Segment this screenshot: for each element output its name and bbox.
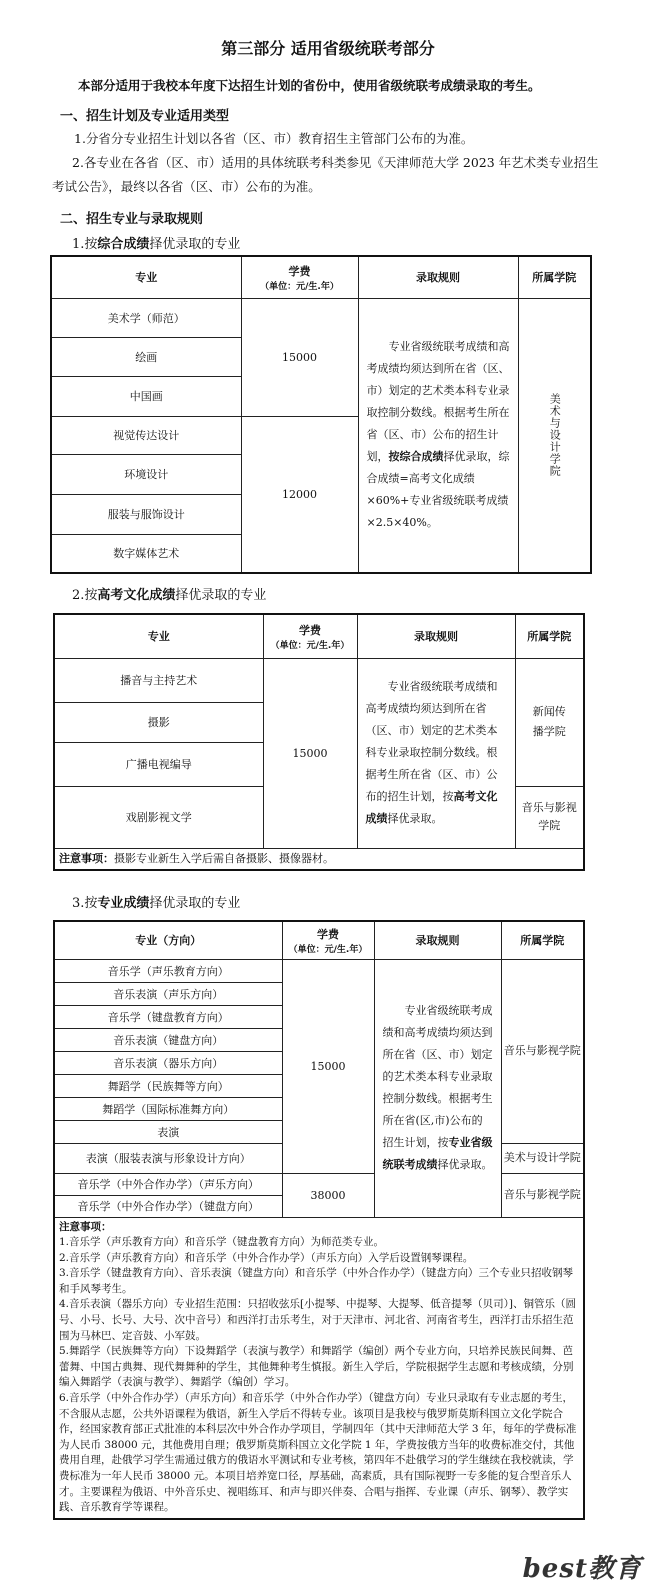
table-cell-major: 绘画 <box>51 337 241 376</box>
table-cell-rule: 专业省级统联考成绩和高考成绩均须达到所在省（区、市）划定的艺术类本科专业录取控制分数线。根据考生所在省（区、市）公布的招生计划，按高考文化成绩择优录取。 <box>357 658 515 848</box>
table-cell-rule: 专业省级统联考成绩和高考成绩均须达到所在省（区、市）划定的艺术类本科专业录取控制分数线。根据考生所在省（区、市）公布的招生计划，按综合成绩择优录取，综合成绩=高考文化成绩×60%+专业省级统联考成绩×2.5×40%。 <box>358 298 518 573</box>
table-cell-major: 音乐学（声乐教育方向） <box>54 959 282 982</box>
table-cell-college: 音乐与影视学院 <box>515 786 584 848</box>
table-cell-fee: 12000 <box>241 416 358 573</box>
table3-header-college: 所属学院 <box>501 921 584 959</box>
table3-note-item: 3.音乐学（键盘教育方向）、音乐表演（键盘方向）和音乐学（中外合作办学）（键盘方向）三个专业只招收钢琴和手风琴考生。 <box>59 1267 574 1295</box>
table-cell-major: 表演 <box>54 1120 282 1143</box>
table-cell-major: 音乐表演（声乐方向） <box>54 982 282 1005</box>
table-cell-major: 舞蹈学（国际标准舞方向） <box>54 1097 282 1120</box>
section1-heading: 一、招生计划及专业适用类型 <box>60 109 230 124</box>
page-title: 第三部分 适用省级统联考部分 <box>221 39 435 58</box>
watermark-logo: best教育 <box>522 1554 642 1584</box>
table3 <box>53 920 585 1520</box>
table-cell-major: 播音与主持艺术 <box>54 658 263 702</box>
table3-note-item: 5.舞蹈学（民族舞等方向）下设舞蹈学（表演与教学）和舞蹈学（编创）两个专业方向，只培养民族民间舞、芭蕾舞、中国古典舞、现代舞舞种的学生，其他舞种考生慎报。新生入学后，学院根据学生志愿和考核成绩，分别编入舞蹈学（表演与教学）、舞蹈学（编创）学习。 <box>59 1345 574 1389</box>
table-cell-major: 环境设计 <box>51 454 241 494</box>
table-cell-fee: 15000 <box>282 959 374 1173</box>
intro-text: 本部分适用于我校本年度下达招生计划的省份中，使用省级统联考成绩录取的考生。 <box>78 78 541 93</box>
section2-heading: 二、招生专业与录取规则 <box>60 212 204 227</box>
table-cell-college: 音乐与影视学院 <box>501 959 584 1143</box>
table3-notes <box>54 1217 584 1519</box>
table1-header-fee: 学费 （单位：元/生.年） <box>241 256 358 298</box>
table2-note: 注意事项：摄影专业新生入学后需自备摄影、摄像器材。 <box>54 848 584 870</box>
table3-note-item: 6.音乐学（中外合作办学）（声乐方向）和音乐学（中外合作办学）（键盘方向）专业只录取有专业志愿的考生，不含服从志愿，公共外语课程为俄语，新生入学后不得转专业。该项目是我校与俄罗斯莫斯科国立文化学院合作，经国家教育部正式批准的本科层次中外合作办学项目，学制四年（其中天津师范大学 3 年，每年的学费标准为人民币 38000 元，其他费用自理；俄罗斯莫斯科国立文化学院 1 年，学费按俄方当年的收费标准交付，其他费用自理，赴俄学习学生需通过俄方的俄语水平测试和专业考核，第四年不赴俄学习的学生继续在我校就读，学费标准为一年人民币 38000 元。本项目培养宽口径，厚基础，高素质，具有国际视野一专多能的复合型音乐人才。主要课程为俄语、中外音乐史、视唱练耳、和声与即兴伴奏、合唱与指挥、专业课（声乐、钢琴）、教学实践、音乐教育学等课程。 <box>59 1392 577 1514</box>
table-cell-major: 中国画 <box>51 376 241 416</box>
table-cell-major: 视觉传达设计 <box>51 416 241 454</box>
table2-header-major: 专业 <box>54 614 263 658</box>
table3-note-item: 2.音乐学（声乐教育方向）和音乐学（中外合作办学）（声乐方向）入学后设置钢琴课程。 <box>59 1251 474 1264</box>
table3-note-item: 4.音乐表演（器乐方向）专业招生范围：只招收弦乐[小提琴、中提琴、大提琴、低音提琴（贝司）]、铜管乐（圆号、小号、长号、大号、次中音号）和西洋打击乐考生，对于天津市、河北省、河南省考生，西洋打击乐招生范围为马林巴、定音鼓、小军鼓。 <box>59 1298 576 1342</box>
table-cell-major: 音乐学（中外合作办学）（声乐方向） <box>54 1173 282 1195</box>
table1-caption: 1.按综合成绩择优录取的专业 <box>72 237 241 252</box>
table1-header-major: 专业 <box>51 256 241 298</box>
table-cell-college: 音乐与影视学院 <box>501 1173 584 1217</box>
table3-header-major: 专业（方向） <box>54 921 282 959</box>
table-cell-major: 舞蹈学（民族舞等方向） <box>54 1074 282 1097</box>
table-cell-major: 表演（服装表演与形象设计方向） <box>54 1143 282 1173</box>
table3-note-item: 1.音乐学（声乐教育方向）和音乐学（键盘教育方向）为师范类专业。 <box>59 1236 385 1249</box>
table2-caption: 2.按高考文化成绩择优录取的专业 <box>72 588 267 603</box>
table-cell-college: 美术与设计学院 <box>518 298 591 573</box>
table2 <box>53 613 585 871</box>
table-cell-major: 摄影 <box>54 702 263 742</box>
table-cell-major: 音乐表演（键盘方向） <box>54 1028 282 1051</box>
table3-caption: 3.按专业成绩择优录取的专业 <box>72 896 241 911</box>
table-cell-major: 音乐表演（器乐方向） <box>54 1051 282 1074</box>
table2-header-rule: 录取规则 <box>357 614 515 658</box>
section1-p2: 2.各专业在各省（区、市）适用的具体统联考科类参见《天津师范大学 2023 年艺术类专业招生考试公告》，最终以各省（区、市）公布的为准。 <box>52 155 599 194</box>
table3-note-label: 注意事项： <box>59 1220 112 1233</box>
table2-header-college: 所属学院 <box>515 614 584 658</box>
table-cell-major: 音乐学（键盘教育方向） <box>54 1005 282 1028</box>
table1-header-college: 所属学院 <box>518 256 591 298</box>
table-cell-major: 美术学（师范） <box>51 298 241 337</box>
table-cell-major: 广播电视编导 <box>54 742 263 786</box>
table-cell-college: 新闻传播学院 <box>515 658 584 786</box>
section1-p1: 1.分省分专业招生计划以各省（区、市）教育招生主管部门公布的为准。 <box>74 131 474 146</box>
table-cell-major: 数字媒体艺术 <box>51 534 241 573</box>
table3-header-fee: 学费 （单位：元/生.年） <box>282 921 374 959</box>
table-cell-fee: 15000 <box>241 298 358 416</box>
table-cell-major: 戏剧影视文学 <box>54 786 263 848</box>
table-cell-fee: 38000 <box>282 1173 374 1217</box>
table-cell-rule: 专业省级统联考成绩和高考成绩均须达到所在省（区、市）划定的艺术类本科专业录取控制分数线。根据考生所在省(区,市)公布的招生计划，按专业省级统联考成绩择优录取。 <box>374 959 501 1217</box>
table-cell-major: 服装与服饰设计 <box>51 494 241 534</box>
table3-header-rule: 录取规则 <box>374 921 501 959</box>
table-cell-major: 音乐学（中外合作办学）（键盘方向） <box>54 1195 282 1217</box>
table1 <box>50 255 592 574</box>
table-cell-college: 美术与设计学院 <box>501 1143 584 1173</box>
table-cell-fee: 15000 <box>263 658 357 848</box>
table1-header-rule: 录取规则 <box>358 256 518 298</box>
table2-header-fee: 学费 （单位：元/生.年） <box>263 614 357 658</box>
